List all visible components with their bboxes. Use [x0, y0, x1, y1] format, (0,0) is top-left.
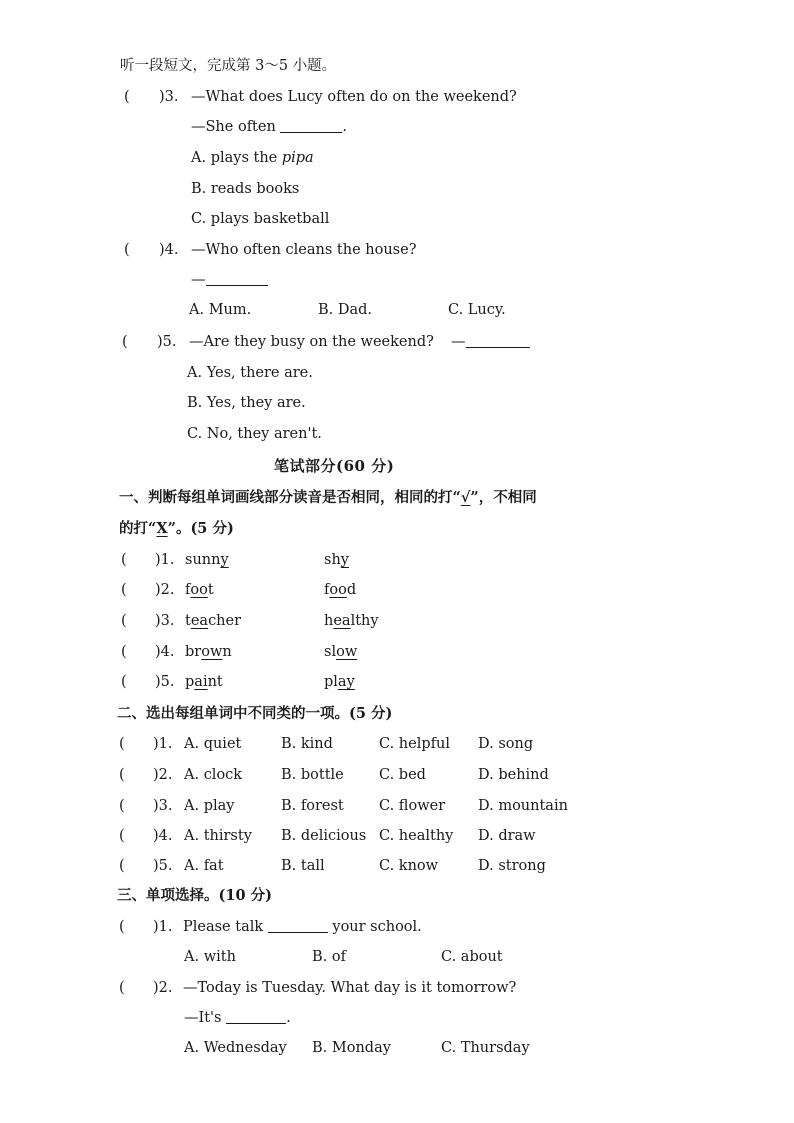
option-c[interactable]: C. about	[441, 949, 503, 965]
word-1: foot	[185, 582, 214, 598]
question-number: )2.	[153, 767, 173, 783]
question-number: )3.	[153, 798, 173, 814]
section1-instruction-line2	[119, 520, 234, 538]
option-text: A. plays the	[191, 150, 278, 166]
answer-paren[interactable]: (	[119, 980, 125, 996]
option-b[interactable]: B. tall	[281, 858, 325, 874]
answer-paren[interactable]: (	[121, 644, 127, 660]
section1-instruction-line1	[119, 489, 537, 507]
question-number: )4.	[155, 644, 175, 660]
word-1: brown	[185, 644, 232, 660]
question-number: )1.	[153, 919, 173, 935]
question-text: —Are they busy on the weekend?	[189, 334, 434, 350]
answer-paren[interactable]: (	[119, 736, 125, 752]
option-a[interactable]: A. play	[184, 798, 235, 814]
option-a[interactable]: A. Mum.	[189, 302, 252, 318]
option-c[interactable]: C. healthy	[379, 828, 454, 844]
question-text: —Who often cleans the house?	[191, 242, 417, 258]
word-1: paint	[185, 674, 223, 690]
question-text: Please talk your school.	[183, 919, 422, 935]
check-mark: √	[460, 489, 471, 506]
answer-line	[191, 118, 347, 136]
answer-blank[interactable]	[206, 271, 268, 286]
answer-paren[interactable]: (	[119, 767, 125, 783]
option-d[interactable]: D. mountain	[478, 798, 568, 814]
option-b[interactable]: B. Dad.	[318, 302, 373, 318]
written-section-title: 笔试部分(60 分)	[274, 457, 395, 475]
question-number: )3.	[155, 613, 175, 629]
answer-prefix: —She often	[191, 119, 276, 135]
answer-blank[interactable]	[280, 118, 342, 133]
answer-paren[interactable]: (	[124, 89, 130, 105]
answer-line: —It's .	[184, 1010, 291, 1026]
answer-line	[191, 271, 268, 289]
question-text: —What does Lucy often do on the weekend?	[191, 89, 517, 105]
question-number: )2.	[153, 980, 173, 996]
option-c[interactable]: C. Lucy.	[448, 302, 506, 318]
word-1: sunny	[185, 552, 229, 568]
answer-blank[interactable]	[268, 918, 328, 933]
option-b[interactable]: B. bottle	[281, 767, 344, 783]
option-d[interactable]: D. song	[478, 736, 534, 752]
answer-paren[interactable]: (	[124, 242, 130, 258]
answer-blank[interactable]	[226, 1009, 286, 1024]
question-number: )5.	[157, 334, 177, 350]
answer-paren[interactable]: (	[119, 858, 125, 874]
answer-paren[interactable]: (	[122, 334, 128, 350]
answer-paren[interactable]: (	[121, 552, 127, 568]
section3-title: 三、单项选择。(10 分)	[117, 887, 272, 904]
answer-line	[451, 333, 530, 351]
option-b[interactable]: B. kind	[281, 736, 333, 752]
listening-intro: 听一段短文，完成第 3～5 小题。	[120, 58, 337, 74]
word-2: food	[324, 582, 357, 598]
option-a[interactable]: A. with	[184, 949, 236, 965]
question-number: )4.	[153, 828, 173, 844]
option-c[interactable]: C. bed	[379, 767, 426, 783]
question-number: )4.	[159, 242, 179, 258]
option-c[interactable]: C. flower	[379, 798, 446, 814]
question-number: )3.	[159, 89, 179, 105]
option-b[interactable]: B. reads books	[191, 181, 300, 197]
section2-title: 二、选出每组单词中不同类的一项。(5 分)	[117, 705, 393, 722]
option-d[interactable]: D. draw	[478, 828, 536, 844]
option-b[interactable]: B. Monday	[312, 1040, 391, 1056]
question-number: )1.	[155, 552, 175, 568]
answer-suffix: .	[342, 119, 348, 135]
answer-prefix: —	[191, 272, 206, 288]
answer-paren[interactable]: (	[121, 613, 127, 629]
option-a[interactable]	[191, 149, 314, 167]
option-a[interactable]: A. Yes, there are.	[187, 365, 313, 381]
instruction-text: 一、判断每组单词画线部分读音是否相同，相同的打“	[119, 489, 461, 506]
answer-paren[interactable]: (	[121, 674, 127, 690]
option-b[interactable]: B. delicious	[281, 828, 367, 844]
option-c[interactable]: C. No, they aren't.	[187, 426, 322, 442]
question-number: )1.	[153, 736, 173, 752]
word-2: slow	[324, 644, 358, 660]
cross-mark: X	[156, 520, 168, 537]
answer-paren[interactable]: (	[119, 919, 125, 935]
question-number: )2.	[155, 582, 175, 598]
option-c[interactable]: C. Thursday	[441, 1040, 530, 1056]
question-number: )5.	[155, 674, 175, 690]
instruction-text: ”。(5 分)	[167, 520, 234, 537]
option-a[interactable]: A. clock	[184, 767, 243, 783]
option-c[interactable]: C. know	[379, 858, 439, 874]
question-text: —Today is Tuesday. What day is it tomorrow?	[183, 980, 517, 996]
option-a[interactable]: A. thirsty	[184, 828, 252, 844]
option-italic-word: pipa	[281, 150, 314, 166]
option-a[interactable]: A. fat	[184, 858, 224, 874]
option-b[interactable]: B. forest	[281, 798, 344, 814]
option-d[interactable]: D. behind	[478, 767, 549, 783]
answer-paren[interactable]: (	[119, 828, 125, 844]
answer-prefix: —	[451, 334, 466, 350]
option-d[interactable]: D. strong	[478, 858, 546, 874]
option-c[interactable]: C. helpful	[379, 736, 450, 752]
answer-paren[interactable]: (	[121, 582, 127, 598]
question-number: )5.	[153, 858, 173, 874]
word-2: play	[324, 674, 355, 690]
option-a[interactable]: A. Wednesday	[184, 1040, 287, 1056]
option-b[interactable]: B. of	[312, 949, 346, 965]
answer-blank[interactable]	[466, 333, 530, 348]
option-c[interactable]: C. plays basketball	[191, 211, 330, 227]
option-a[interactable]: A. quiet	[184, 736, 242, 752]
answer-paren[interactable]: (	[119, 798, 125, 814]
word-2: healthy	[324, 613, 379, 629]
instruction-text: 的打“	[119, 520, 157, 537]
word-1: teacher	[185, 613, 242, 629]
word-2: shy	[324, 552, 349, 568]
instruction-text: ”，不相同	[470, 489, 537, 506]
option-b[interactable]: B. Yes, they are.	[187, 395, 306, 411]
